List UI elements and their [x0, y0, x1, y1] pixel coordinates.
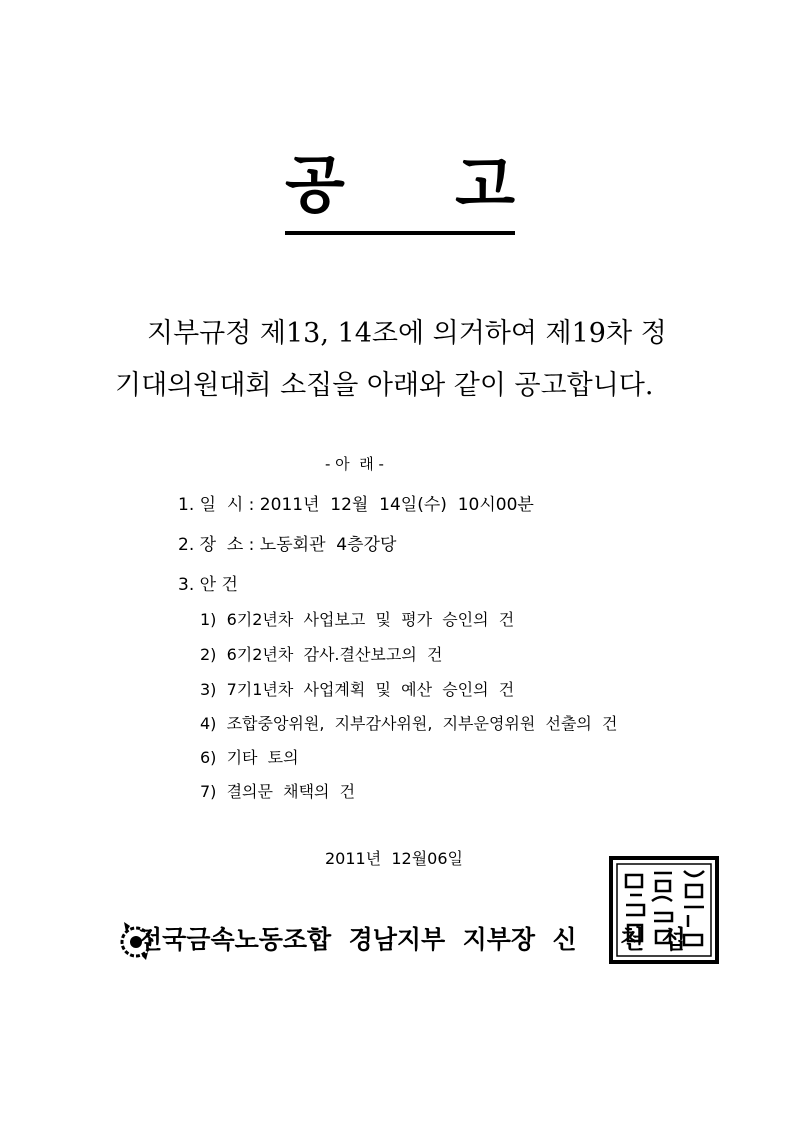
title — [285, 150, 515, 220]
item-location: 2. 장 소 : 노동회관 4층강당 — [178, 535, 397, 555]
intro-line-2: 기대의원대회 소집을 아래와 같이 공고합니다. — [115, 370, 654, 401]
title-char-2: 고 — [455, 148, 515, 221]
item-agenda-heading: 3. 안 건 — [178, 575, 238, 595]
agenda-item: 3) 7기1년차 사업계획 및 예산 승인의 건 — [200, 680, 515, 699]
signature-line: 전국금속노동조합 경남지부 지부장 신 천 섭 — [138, 925, 686, 954]
notice-date: 2011년 12월06일 — [325, 849, 463, 868]
item-schedule: 1. 일 시 : 2011년 12월 14일(수) 10시00분 — [178, 495, 534, 515]
agenda-item: 2) 6기2년차 감사.결산보고의 건 — [200, 645, 443, 664]
intro-paragraph — [115, 308, 715, 412]
agenda-item: 6) 기타 토의 — [200, 748, 299, 767]
intro-line-1: 지부규정 제13, 14조에 의거하여 제19차 정 — [147, 318, 667, 349]
sub-heading: - 아 래 - — [325, 455, 384, 473]
title-char-1: 공 — [285, 148, 345, 221]
official-seal-icon — [608, 855, 720, 965]
agenda-item: 1) 6기2년차 사업보고 및 평가 승인의 건 — [200, 610, 515, 629]
title-underline — [285, 231, 515, 235]
agenda-item: 4) 조합중앙위원, 지부감사위원, 지부운영위원 선출의 건 — [200, 714, 618, 733]
agenda-item: 7) 결의문 채택의 건 — [200, 782, 356, 801]
